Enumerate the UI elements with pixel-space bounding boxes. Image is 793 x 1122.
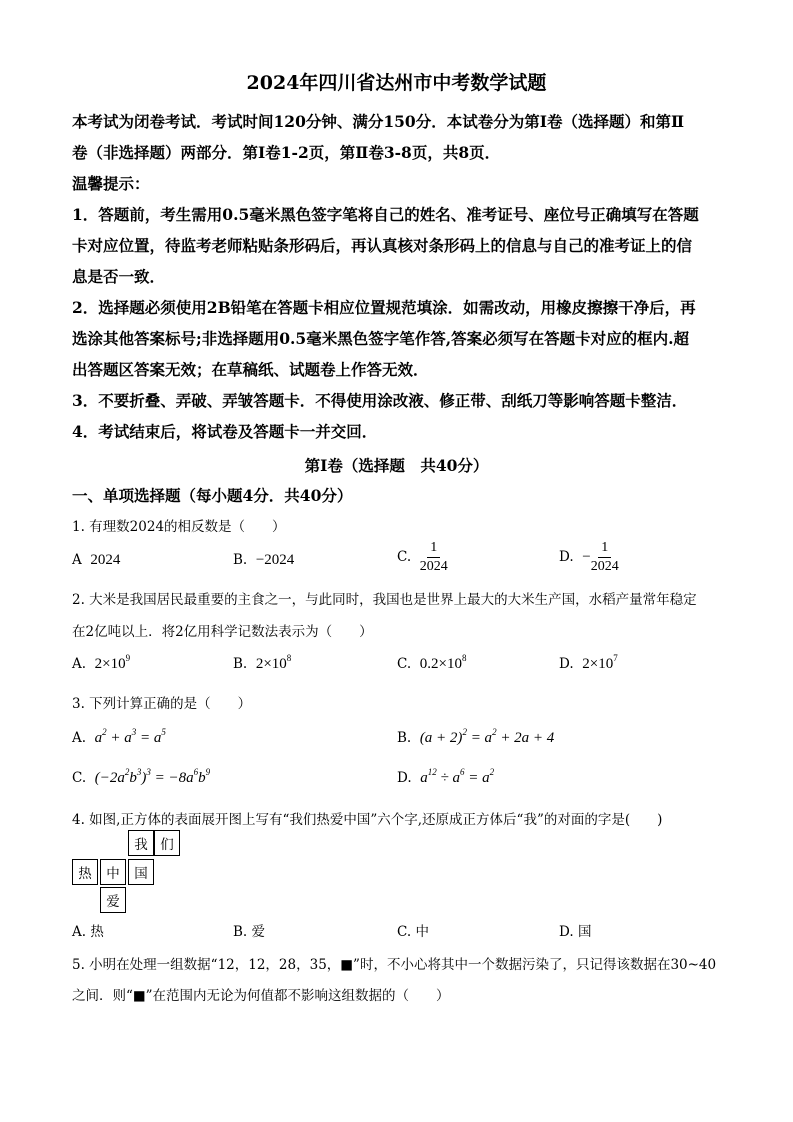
term: + 2a + 4 (496, 730, 555, 746)
q1-option-a (72, 552, 120, 569)
term: a (420, 770, 428, 786)
exponent: 2 (492, 727, 497, 737)
exponent: 12 (427, 767, 437, 777)
exponent: 3 (136, 767, 142, 777)
option-label: C. (72, 770, 87, 786)
option-label: C. (397, 656, 412, 672)
exponent: 3 (131, 727, 137, 737)
option-label: B. (233, 656, 248, 672)
q4-option-b (233, 920, 265, 940)
tip-2-line-2: 选涂其他答案标号;非选择题用0.5毫米黑色签字笔作答,答案必须写在答题卡对应的框内.超 (72, 329, 689, 348)
term: = −8a (150, 770, 194, 786)
net-cell-border (128, 830, 154, 856)
net-cell-ai: 爱 (100, 887, 126, 913)
exponent: 5 (161, 727, 166, 737)
option-label: A (72, 552, 82, 568)
option-value: 热 (90, 924, 104, 940)
base: 2×10 (94, 656, 126, 672)
exponent: 7 (613, 653, 618, 663)
option-value: 国 (577, 924, 592, 940)
question-3-stem: 3. 下列计算正确的是（ ） (72, 696, 252, 712)
option-label: D. (397, 770, 412, 786)
option-label: D. (559, 924, 574, 940)
exponent: 6 (193, 767, 199, 777)
q2-option-a (72, 653, 131, 673)
option-value: 2024 (90, 552, 121, 568)
option-label: B. (233, 552, 248, 568)
net-cell-guo: 国 (128, 859, 154, 885)
denominator: 2024 (590, 559, 619, 574)
option-label: C. (397, 549, 412, 565)
base: 2×10 (582, 656, 614, 672)
term: = a (464, 770, 490, 786)
question-5-stem-line-1: 5. 小明在处理一组数据“12，12，28，35，■”时，不小心将其中一个数据污染了，只记得该数据在30~40 (72, 957, 717, 973)
option-label: B. (233, 924, 248, 940)
term: ÷ a (436, 770, 460, 786)
q4-option-c (397, 920, 429, 940)
question-2-stem-line-1: 2. 大米是我国居民最重要的主食之一，与此同时，我国也是世界上最大的大米生产国，水稻产量常年稳定 (72, 592, 697, 608)
option-label: D. (559, 656, 574, 672)
q1-option-b (233, 552, 294, 569)
q4-option-a (72, 920, 104, 940)
term: (−2a (94, 770, 125, 786)
tip-2-line-3: 出答题区答案无效；在草稿纸、试题卷上作答无效． (72, 360, 429, 379)
section-title: 一、单项选择题（每小题4分．共40分） (72, 486, 353, 505)
q1-option-d (559, 540, 619, 575)
page-title: 2024年四川省达州市中考数学试题 (246, 72, 547, 94)
question-4-stem: 4. 如图,正方体的表面展开图上写有“我们热爱中国”六个字,还原成正方体后“我”的对面的字是( ) (72, 812, 663, 828)
term: a (94, 730, 103, 746)
tip-2-line-1: 2．选择题必须使用2B铅笔在答题卡相应位置规范填涂．如需改动，用橡皮擦擦干净后，再 (72, 298, 696, 317)
exponent: 9 (125, 653, 131, 663)
fraction (420, 540, 448, 575)
tips-label: 温馨提示： (72, 174, 150, 193)
option-value: 中 (415, 924, 429, 940)
numerator: 1 (427, 540, 440, 558)
question-5-stem-line-2: 之间．则“■”在范围内无论为何值都不影响这组数据的（ ） (72, 988, 450, 1004)
net-cell-men: 们 (154, 830, 180, 856)
cube-net-figure (72, 830, 182, 914)
intro-line-1: 本考试为闭卷考试．考试时间120分钟、满分150分．本试卷分为第Ⅰ卷（选择题）和第Ⅱ (72, 112, 685, 131)
option-label: C. (397, 924, 412, 940)
option-label: D. (559, 549, 574, 565)
q4-option-d (559, 920, 591, 940)
q1-option-c (397, 540, 448, 575)
tip-1-line-3: 息是否一致． (72, 267, 166, 286)
term: + a (106, 730, 132, 746)
exponent: 2 (489, 767, 495, 777)
term: (a + 2) (419, 730, 463, 746)
q3-option-b (397, 727, 555, 747)
intro-line-2: 卷（非选择题）两部分．第Ⅰ卷1-2页，第Ⅱ卷3-8页，共8页． (72, 143, 501, 162)
exponent: 9 (205, 767, 211, 777)
net-cell-re: 热 (72, 859, 98, 885)
option-value: −2024 (255, 552, 295, 568)
tip-1-line-2: 卡对应位置，待监考老师粘贴条形码后，再认真核对条形码上的信息与自己的准考证上的信 (72, 236, 693, 255)
exponent: 6 (459, 767, 465, 777)
question-1-stem: 1. 有理数2024的相反数是（ ） (72, 519, 286, 535)
tip-1-line-1: 1．答题前，考生需用0.5毫米黑色签字笔将自己的姓名、准考证号、座位号正确填写在答题 (72, 205, 699, 224)
part-title: 第Ⅰ卷（选择题 共40分） (304, 456, 489, 475)
net-cell-wo: 我 (128, 830, 154, 856)
question-2-stem-line-2: 在2亿吨以上．将2亿用科学记数法表示为（ ） (72, 624, 373, 640)
exponent: 8 (286, 653, 292, 663)
option-label: B. (397, 730, 412, 746)
tip-3: 3．不要折叠、弄破、弄皱答题卡．不得使用涂改液、修正带、刮纸刀等影响答题卡整洁． (72, 391, 688, 410)
q3-option-a (72, 727, 166, 747)
term: = a (136, 730, 162, 746)
q2-option-c (397, 653, 467, 673)
term: ) (141, 770, 147, 786)
option-label: A. (72, 656, 87, 672)
denominator: 2024 (419, 559, 448, 574)
q3-option-d (397, 767, 495, 787)
option-label: A. (72, 730, 87, 746)
exponent: 2 (124, 767, 130, 777)
term: b (129, 770, 137, 786)
exponent: 3 (146, 767, 151, 777)
numerator: 1 (598, 540, 611, 558)
exponent: 2 (462, 727, 467, 737)
exponent: 8 (461, 653, 467, 663)
fraction (591, 540, 619, 575)
q2-option-b (233, 653, 292, 673)
q3-option-c (72, 767, 211, 787)
base: 2×10 (255, 656, 287, 672)
term: b (198, 770, 206, 786)
q2-option-d (559, 653, 618, 673)
term: = a (466, 730, 493, 746)
tip-4: 4．考试结束后，将试卷及答题卡一并交回． (72, 422, 378, 441)
exponent: 2 (102, 727, 107, 737)
net-cell-zhong: 中 (100, 859, 126, 885)
option-value: 爱 (251, 924, 266, 940)
base: 0.2×10 (419, 656, 462, 672)
option-label: A. (72, 924, 87, 940)
minus-sign: − (582, 549, 591, 565)
